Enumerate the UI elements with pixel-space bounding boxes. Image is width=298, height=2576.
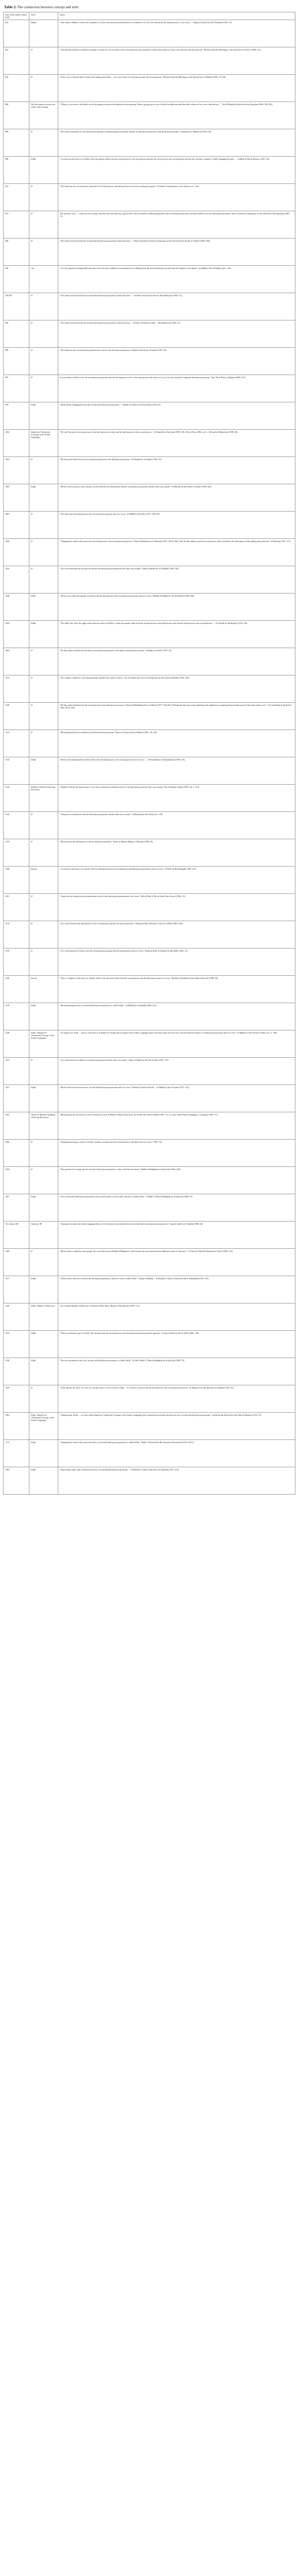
year-cell: 908 xyxy=(4,157,29,184)
table-row xyxy=(4,402,295,430)
table-caption-title: The connection between concept and term xyxy=(17,5,79,9)
quote-cell: "Iltifāt which is called by some people 'the curved discourse (Khiṭāb al-Munḥarif)', which means the movement between different modes of discourse." al-Ṭirāz by Yaḥyā ibn Ḥamzah al-'Alawī (1982: 131). xyxy=(58,1249,295,1276)
table-row xyxy=(4,839,295,867)
year-cell: 990 xyxy=(4,348,29,375)
term-cell: Iltifāt xyxy=(29,757,58,785)
year-cell: 923 xyxy=(4,211,29,239)
table-row xyxy=(4,757,295,785)
quote-cell: "A section of the book is on 'inṣirāf' which is shifting between the second person and third person pronouns and vice versa." al-Badī' by Ibn Munqidh (1987: 287). xyxy=(58,867,295,894)
term-cell: Ø xyxy=(29,239,58,266)
term-cell: Iltifāt xyxy=(29,1085,58,1112)
year-cell: 1317 xyxy=(4,1276,29,1303)
year-cell: 1005 xyxy=(4,484,29,512)
year-cell: 1210 xyxy=(4,921,29,948)
quote-cell: "There are different types of 'iltifāt', like moving from the second person to the third-person pronouns and the opposite." Jawhar al-Kanz by Ibn al-Athīr (1986: 138). xyxy=(58,1331,295,1358)
quote-cell: "The change of addresses and using pronouns outside their typical context." Sirr al-Faṣāḥa (the Secret of Eloquence) by Ibn Sinān al-Khafājī (1982: 109). xyxy=(58,675,295,703)
term-cell: Iltifāt xyxy=(29,402,58,430)
term-cell: Ø xyxy=(29,812,58,839)
term-cell: Ø xyxy=(29,839,58,867)
quote-cell: "It is conventional for Arabs to use the second person pronoun then the third person and vice versa." Bayān al-Badi' al-Sāmirāt by Ibn Wahb (1965: 13). xyxy=(58,948,295,976)
term-cell: Iltifāt xyxy=(29,1003,58,1030)
table-row xyxy=(4,1030,295,1058)
header-term: Term xyxy=(29,12,58,20)
year-cell: 1338 xyxy=(4,1358,29,1385)
table-row xyxy=(4,1413,295,1440)
term-cell: Iltifāt xyxy=(29,1276,58,1303)
term-cell: Iltifāt xyxy=(29,594,58,621)
year-cell: 1044 xyxy=(4,621,29,648)
concept-term-table xyxy=(3,12,295,1495)
quote-cell: "First, second and third-person pronouns can be used in place of each other, and this is called 'iltifāt'." al-Īḍāḥ fī 'Ulūm al-Balāghah by al-Qazwīnī (1984: 87). xyxy=(58,1194,295,1222)
quote-cell: "Changing and using a variety of modes, namely, moving from the second person to the third, and vice versa" (1987: 56). xyxy=(58,1140,295,1167)
table-row xyxy=(4,1440,295,1467)
year-cell: 1122 xyxy=(4,730,29,757)
term-cell: Ø xyxy=(29,184,58,211)
table-row xyxy=(4,675,295,703)
term-cell: Iltifāt / Shajā'at al-'Arabiyyah (Courage of the Arabic Language) xyxy=(29,1413,58,1440)
year-cell: 1334 xyxy=(4,1331,29,1358)
term-cell: Iltifāt xyxy=(29,1467,58,1495)
quote-cell: "[The Qur'ān introduces] addressees people to whom it is not revealed, in the second person, and sometimes it talks about them as if they were absent in the third person." Ma'ānī al-Qur'ān (Meanings of the Qur'ān) by al-Farrā' (1980: 211). xyxy=(58,47,295,75)
table-row xyxy=(4,457,295,484)
table-row xyxy=(4,976,295,1003)
year-cell: 1226 xyxy=(4,976,29,1003)
quote-cell: "Among the licenses the Arabic language allows is the freedom of movement between the third and second-person pronouns (a)." Aqṣā al-Qurb by al-Tanūkhī (1988: 44). xyxy=(58,1222,295,1249)
year-cell: 1326 xyxy=(4,1303,29,1331)
term-cell: Iltifāt xyxy=(29,1440,58,1467)
table-row xyxy=(4,375,295,402)
quote-cell: "In the verse of Qur'ān talks to them after talking about them ... as if one is there for third person after the second person." Ma'ānī al-Qur'ān (Meanings of the Qur'ān) by al-'Akhfash (1990: 17-130). xyxy=(58,75,295,102)
quote-cell: "We call 'Sewing' the second person for the third person in Arabic and the third person for the second person..." al-Khaṣā'iṣ by Ibn Jinnī (1999: 139, 145); al-Fasr (1984, vol. 1: 118) and al-Khāṭirīyyāt (1988: 48). xyxy=(58,430,295,457)
table-row xyxy=(4,102,295,129)
term-cell: Iltifāt xyxy=(29,1331,58,1358)
year-cell: 1309 xyxy=(4,1249,29,1276)
term-cell: Ø xyxy=(29,921,58,948)
year-cell: 923 xyxy=(4,184,29,211)
year-cell: 7th century AH xyxy=(4,1222,29,1249)
table-row xyxy=(4,648,295,675)
year-cell: 1153 xyxy=(4,839,29,867)
year-cell: 1002 xyxy=(4,430,29,457)
year-cell: 822 xyxy=(4,20,29,47)
table-row xyxy=(4,184,295,211)
year-cell: 987 xyxy=(4,375,29,402)
term-cell: Ø xyxy=(29,1249,58,1276)
header-quote: Quote xyxy=(58,12,295,20)
quote-cell: "The Arabs switch between the second and third person pronouns in their discourse ..." Sharḥ al-Qaṣā'id al-Sab' (Commentary on the Seven Poems) by Ibn al-'Anbārī (1969: 360). xyxy=(58,239,295,266)
year-cell: 1109 xyxy=(4,703,29,730)
table-row xyxy=(4,320,295,348)
quote-cell: "The Arabs sometimes use the third-person pronoun in addressing present people and the second-person pronoun to talk about absent people." al-Kāmil by al-Mubarrad (1956: 30). xyxy=(58,129,295,157)
year-cell: 1257 xyxy=(4,1085,29,1112)
term-cell: Ø xyxy=(29,348,58,375)
year-cell: 1297 xyxy=(4,1194,29,1222)
quote-cell: "He (the poet) shifted from the second person pronoun to the third person pronoun." al-Wasāṭah by al-Jurjānī (1992: 34). xyxy=(58,457,295,484)
quote-cell: "'asf, they quantize (change/shift) discourse from the direct addressee (second person) to talking about the absent (third person) and from the singular to the plural." al-Ṣaḥāḥ by Ibn al-Naḥḥās, part 1: 46). xyxy=(58,266,295,293)
quote-cell: "Iltifāt is used in poetry, and it means a switch between the third person and the second person pronouns and the other way around." al-Muwāzī by Ibn Wakī' al-Tinnīsī (1994: 346). xyxy=(58,484,295,512)
term-cell: Ø xyxy=(29,211,58,239)
table-row xyxy=(4,47,295,75)
term-cell: Ø xyxy=(29,1385,58,1413)
year-cell: 1349 xyxy=(4,1385,29,1413)
term-cell: Khiṭāb al-Talwīn (Colouring discourse) xyxy=(29,785,58,812)
quote-cell: "[There] is a section of the books on the discrepancy between the author/text and meaning. When a group says to refer to both the addressee and then talk to him as if he were a third person ..." Ta'wīl Mushkil al-Qur'ān by Ibn Qutaybah (1981: 290-291). xyxy=(58,102,295,129)
term-cell: Ø xyxy=(29,1167,58,1194)
term-cell: Ø xyxy=(29,47,58,75)
table-caption-label: Table 2: xyxy=(4,5,17,9)
table-row xyxy=(4,785,295,812)
table-row xyxy=(4,1331,295,1358)
quote-cell: "Iltifāt means changing between the second and third person pronouns ..." Maṭlib al-'Ulūm by al-Khwārizmī (1976: 61). xyxy=(58,402,295,430)
table-row xyxy=(4,430,295,457)
term-cell: Ø xyxy=(29,75,58,102)
year-cell: 1144 xyxy=(4,757,29,785)
table-row xyxy=(4,20,295,47)
table-row xyxy=(4,594,295,621)
table-row xyxy=(4,129,295,157)
year-cell: 330 AH xyxy=(4,293,29,320)
term-cell: Inṣirāf xyxy=(29,867,58,894)
quote-cell: "[It is] called Khiṭāb al-Talawwun" al-Rawḍ al-Murī' Ibn al-Bannā' al-Marrākushī (1985: 113). xyxy=(58,1303,295,1331)
table-row xyxy=(4,348,295,375)
year-cell: 1073 xyxy=(4,675,29,703)
quote-cell: "The shift from the third person to the second person pronoun, and vice versa." al-Ṣāḥibī by Ibn Fāris (1977: 356-357). xyxy=(58,512,295,539)
year-cell: 946 xyxy=(4,266,29,293)
term-cell: Inṣirāf xyxy=(29,976,58,1003)
table-row xyxy=(4,484,295,512)
table-row xyxy=(4,703,295,730)
quote-cell: "The ulūhā 'has' show the eight words when he used first Iltifāt is 'when the speaker shifts from the second person to the third person, and from the third person to the second person ..." al-'Umdah by Ibn Rashīq (1972a: 46). xyxy=(58,621,295,648)
table-row xyxy=(4,266,295,293)
quote-cell: "It is a shift between a third to second person pronoun and the other way round." Taḥrīr al-Taḥbīr by Ibn Abī al-Iṣba' (1963: 123). xyxy=(58,1058,295,1085)
term-cell: 'asf xyxy=(29,266,58,293)
year-cell: 1262 xyxy=(4,1112,29,1140)
table-row xyxy=(4,1303,295,1331)
term-cell: Majāz xyxy=(29,20,58,47)
quote-cell: "A section on the book is on 'Iltifāt' when the speaker shifts from the second person to the first person and then the first person to the second person and the like. Another example is 'Iltifāt' changing the topic ..." al-Badī' by Ibn al-Mu'tazz (1967: 58). xyxy=(58,157,295,184)
table-row xyxy=(4,921,295,948)
year-cell: 1266 xyxy=(4,1140,29,1167)
year-cell: 1252 xyxy=(4,1058,29,1085)
year-cell: 1229 xyxy=(4,1003,29,1030)
table-row xyxy=(4,730,295,757)
term-cell: The discrepancy between the author and meaning xyxy=(29,102,58,129)
year-cell: 1186 xyxy=(4,867,29,894)
table-row xyxy=(4,239,295,266)
quote-cell: "One mean of Majāz is when one is spoken to as if he were not present [and] then he is returned to as if he were absent (in the third person), or vice versa. ..." Majāz al-Qur'ān by Abū 'Ubaydah (1954: 27). xyxy=(58,20,295,47)
quote-cell: "It is a shift between the third person to the second person and the first-person pronoun." Nihāyat al-Ījāz fī Dirāyat al-I'jāz by al-Rāzī (1985: 205). xyxy=(58,921,295,948)
term-cell: Shajā'at al-'Arabiyyah (Courage of the Arabic Language) xyxy=(29,430,58,457)
table-row xyxy=(4,293,295,320)
table-row xyxy=(4,1140,295,1167)
table-row xyxy=(4,1003,295,1030)
table-row xyxy=(4,1167,295,1194)
year-cell: 1239 xyxy=(4,1030,29,1058)
year-cell: 1219 xyxy=(4,948,29,976)
term-cell: Ø xyxy=(29,375,58,402)
year-cell: 1144 xyxy=(4,812,29,839)
term-cell: Ø xyxy=(29,1058,58,1085)
quote-cell: "The Arabs use the second person, then shift to the third person, and then go back to use the second person again." al-Ṭabarī's Commentary on the Qur'ān (n.d.: 153). xyxy=(58,184,295,211)
quote-cell: "Arabs use the second person pronoun then switch to the third person pronoun and vice versa." Zād al-Masīr fī 'Ilm al-Tafsīr Ibn al-Jawzī (1964: 14). xyxy=(58,894,295,921)
table-row xyxy=(4,812,295,839)
quote-cell: "Moving from the first person to the second person as in al-Bayān fī Ḍarb al-Qur'ān by 'Izz al-Dīn ibn 'Abd al-Salām (1987: 71). 'It is also called Talwīn (changing / colouring)' (1987: 51). xyxy=(58,1112,295,1140)
term-cell: Iltifāt xyxy=(29,157,58,184)
year-cell: 1030 xyxy=(4,539,29,566)
quote-cell: "Expressing a topic with a shift between first, second and third-person pronouns ..." al-Burhān fī 'Ulūm al-Qur'ān by al-Zarkashī (1957: 314). xyxy=(58,1467,295,1495)
year-cell: 1394 xyxy=(4,1467,29,1495)
quote-cell: "Moving between the second-person and third-person pronouns." Durrat al-Ghawwāṣ by al-Ḥarīrī (1998: 125-126). xyxy=(58,730,295,757)
year-cell: 1364 xyxy=(4,1413,29,1440)
table-row xyxy=(4,948,295,976)
year-cell: 1002 xyxy=(4,457,29,484)
year-cell: 898 xyxy=(4,129,29,157)
year-cell: 1201 xyxy=(4,894,29,921)
quote-cell: "Moving from the third person to the second person pronoun." Tafsīr al-Ṭabarsī (Majma' al-Bayān) (1986: 43). xyxy=(58,839,295,867)
table-row xyxy=(4,211,295,239)
table-row xyxy=(4,621,295,648)
year-cell: 1372 xyxy=(4,1440,29,1467)
quote-cell: "In the Qur'ān, the verse 'It is You we worship, and it is You we ask for help ... (1:5) shows a switch from the third person to the second person pronoun." al-Mustawfī by Abū Ḥayyān al-Andalusī (1992: 25). xyxy=(58,1385,295,1413)
table-row xyxy=(4,1058,295,1085)
year-cell: 994 xyxy=(4,402,29,430)
quote-cell: "He (the author) shifted from the direct second-person pronoun to the indirect third-person pronoun." al-Ifṣāḥ by al-Ḍiyā' (1957: 35). xyxy=(58,648,295,675)
term-cell: Ø xyxy=(29,894,58,921)
quote-cell: "Iltifāt is the switch between first, second and third-person pronouns and vice versa." Ma'ānī al-Qur'ān al-Ṣa'īdī ... al-Ṣāḥibī by Ibn al-'Ajamī (1972: 132). xyxy=(58,1085,295,1112)
table-row xyxy=(4,1467,295,1495)
table-row xyxy=(4,1194,295,1222)
term-cell: Ø xyxy=(29,675,58,703)
table-row xyxy=(4,1112,295,1140)
quote-cell: "Changing the mode of discourse from the third person to the second person pronoun." Sharḥ al-Ḥamāsah by al-Marzūqī (1991: 349 & 256). And "he (the author) used the second person, then switched to the third person when talking about himself." al-Marzūqī (1991: 371). xyxy=(58,539,295,566)
term-cell: Ø xyxy=(29,457,58,484)
table-header-row xyxy=(4,12,295,20)
year-cell: 1035 xyxy=(4,566,29,594)
quote-cell: "The free movement of the first, second, and third-person pronouns, is called 'iltifāt'." al-Ṭibī, Iltifāt fī 'Ulūm al-Balāghah by al-Qazwīnī (1993: 73). xyxy=(58,1358,295,1385)
quote-cell: "Moving among the first, second and third-person pronouns is called 'iltifāt'." al-Miftāḥ by al-Sakkākī (1990: 112). xyxy=(58,1003,295,1030)
year-cell: 1294 xyxy=(4,1167,29,1194)
quote-cell: "Changing the mode of discourse from first, second and third-person pronouns is called 'iltifāt'." Badā'i' al-Fawā'id by Ibn Qayyim al-Jawziyyah (1970: 45-51). xyxy=(58,1440,295,1467)
quote-cell: "The switch between the first person and the second person pronouns and the other way around." Kashf al-Iqtibāl by al-Tha'ālibī (1983: 349). xyxy=(58,566,295,594)
table-row xyxy=(4,1222,295,1249)
quote-cell: The Qur'ānic verse "... when you are in ships, and they sail with them by a good wind" (10:22) shifted in addressing people in the second person pronoun and then shifted to use the third person pronoun. Tafsīr al-Qur'ān (Commentary on the Qur'ān) by Ibn Qutaybah (1981: 11). xyxy=(58,211,295,239)
term-cell: Talwīn al-Khiṭāb (Changing / colouring discourse) xyxy=(29,1112,58,1140)
term-cell: Ø xyxy=(29,293,58,320)
table-row xyxy=(4,1249,295,1276)
quote-cell: "The Arabs switch between the second and third person pronouns in their discourse ... al-I'rāb fī al-Ṣinā'at al-Sab' ... Ibn Khālawayh (1992: 52). xyxy=(58,320,295,348)
table-row xyxy=(4,1358,295,1385)
term-cell: Iltifāt xyxy=(29,1194,58,1222)
term-cell: Ø xyxy=(29,539,58,566)
quote-cell: "Khiṭāb al-Talwīn has three means: to use the second person and then switch to the third person and the other way around." Ibn al-Shajarī's Amālī (1992, vol. 1: 215). xyxy=(58,785,295,812)
quote-cell: "This is a chapter on the book, on 'inṣirāf' which is the discourse shifts from the second person into the third person and vice versa." Ma'ālim al-Kitābah by Ibn Shīth al-Qurashī (1988: 96). xyxy=(58,976,295,1003)
quote-cell: "Iltifāt is the helpful attention which shifts from the third person to the second person and vice versa ..." al-Kashshāf by al-Zamakhsharī (1998: 118). xyxy=(58,757,295,785)
year-cell: 1144 xyxy=(4,785,29,812)
table-row xyxy=(4,1385,295,1413)
table-row xyxy=(4,539,295,566)
term-cell: Iltifāt / Khiṭāb al-Talawwun xyxy=(29,1303,58,1331)
table-row xyxy=(4,1276,295,1303)
term-cell: Iltifāt xyxy=(29,484,58,512)
term-cell: Iltifāt xyxy=(29,621,58,648)
term-cell: Ø xyxy=(29,1140,58,1167)
term-cell: Iltifāt xyxy=(29,1358,58,1385)
table-row xyxy=(4,566,295,594)
term-cell: Ø xyxy=(29,512,58,539)
term-cell: Ø xyxy=(29,730,58,757)
term-cell: Ø xyxy=(29,566,58,594)
quote-cell: "Using the second person, then the third person pronoun, and the other way around." al-Mufaṣṣal by Ibn Ya'īsh (n.d.: 123). xyxy=(58,812,295,839)
year-cell: 1005 xyxy=(4,512,29,539)
table-row xyxy=(4,867,295,894)
table-row xyxy=(4,1085,295,1112)
table-row xyxy=(4,512,295,539)
quote-cell: "[A chapter] on 'iltifāt ... and it is also known as Shajā'at al-'Arabiyyah (Courage of the Arabic Language) and it has three types: the first one is the shift between third to second person pronouns and vice versa." al-Mathal al-Sā'ir by Ibn al-Athīr (n.d.: 2: 169). xyxy=(58,1030,295,1058)
term-cell: Ø xyxy=(29,948,58,976)
quote-cell: "[This] switch from the second to the third person pronouns, and vice versa is called 'iltifāt'." Bahjat al-Majālis ... al-Burhān fī 'Ulūm al-Qur'ān by Ibn al-Zamlakānī (1964: 122). xyxy=(58,1276,295,1303)
term-cell: Ø xyxy=(29,320,58,348)
year-cell: 1040 xyxy=(4,594,29,621)
term-cell: Iltifāt / Shajā'at al-'Arabiyyah (Courage of the Arabic Language) xyxy=(29,1030,58,1058)
year-cell: 986 xyxy=(4,320,29,348)
quote-cell: "The Arabs use the second person pronoun then switch to the third person pronoun." Ma'ānī al-Qur'ān by al-Azharī (1991: 96). xyxy=(58,348,295,375)
term-cell: Tanawwu' ☛ xyxy=(29,1222,58,1249)
table-row xyxy=(4,75,295,102)
term-cell: Ø xyxy=(29,703,58,730)
term-cell: Ø xyxy=(29,648,58,675)
quote-cell: "Iltifāt occurs when the speaker switches from the third person to the second person pronoun and vice versa." Manhāj al-Balāgh by 'Alī ibn Khalaf (1968: 299). xyxy=(58,594,295,621)
table-caption xyxy=(4,5,295,10)
table-row xyxy=(4,157,295,184)
quote-cell: "The Arabs switch between the second and third-person pronouns in their discourse ..." al-I'rāb fī al-Qirā'āt al-Sab' by Ibn Khālawayh (1992: 52). xyxy=(58,293,295,320)
table-body xyxy=(4,20,295,1495)
quote-cell: It is possible in Arabic to use the second person pronoun after the third person to refer to the same person (the same as 'to you' via 'one') instead of using the third person pronoun.' Abū 'Alī al-Fārisī, al-Ḥujjah (2000: 315). xyxy=(58,375,295,402)
table-row xyxy=(4,894,295,921)
year-cell: 889 xyxy=(4,102,29,129)
year-cell: 1064 xyxy=(4,648,29,675)
term-cell: Ø xyxy=(29,129,58,157)
quote-cell: "Talking about 'iltifāt' ... it is also called Shajā'at al-'Arabiyyah (Courage of the Arabic Language) and it means the movement between the first, second and third-person pronouns." Qa'īda by Ibn Dāwud ibn Abī-Ṭālib al-Ḥāshimī (1976: 35). xyxy=(58,1413,295,1440)
year-cell: 940 xyxy=(4,239,29,266)
year-cell: 822 xyxy=(4,47,29,75)
quote-cell: "He (the author) shifted from the second person to the third person pronoun." Sharḥ al-Mufaḍḍaliyyāt by al-Tibrīzī (1977: 445-446) "Shifting the discourse from speaking to the addressee to speaking about another person" (the same author, vol. 1: 41) and Sharḥ al-Qaṣā'id al-'Ashr (1974: 245). xyxy=(58,703,295,730)
year-cell: 830 xyxy=(4,75,29,102)
header-year: Year of the author's death (AD) xyxy=(4,12,29,20)
quote-cell: "They get bored of using only the second or third person pronoun, so they shift between them." Miftāḥ al-Balāghah by al-Qazwīnī (1966: 348). xyxy=(58,1167,295,1194)
